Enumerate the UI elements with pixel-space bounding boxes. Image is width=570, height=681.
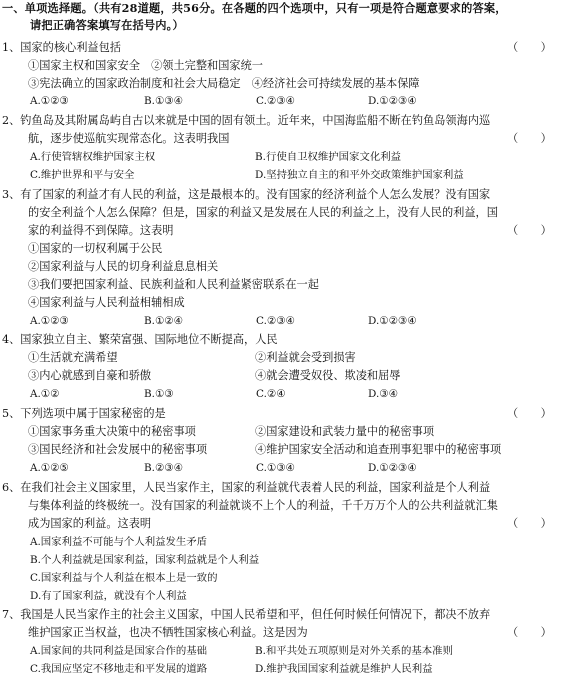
question-2-option-a: A.行使管辖权维护国家主权: [30, 151, 156, 163]
answer-blank-5[interactable]: （ ）: [507, 407, 552, 420]
question-2-option-b: B.行使自卫权维护国家文化利益: [255, 151, 402, 163]
answer-blank-3[interactable]: （ ）: [507, 224, 552, 237]
question-3-stem-line2: 的安全利益个人怎么保障？但是，国家的利益又是发展在人民的利益之上，没有人民的利益，国: [28, 206, 498, 219]
question-5-option-b: B.②③④: [144, 462, 183, 474]
question-5-statement-3: ③国民经济和社会发展中的秘密事项: [28, 443, 208, 456]
question-6-stem-line3: 成为国家的利益。这表明: [28, 517, 152, 530]
question-7-option-b: B.和平共处五项原则是对外关系的基本准则: [255, 645, 453, 657]
question-3-stem-line1: 3、有了国家的利益才有人民的利益，这是最根本的。没有国家的经济利益个人怎么发展？没有国家: [2, 188, 491, 201]
question-4-option-b: B.①③: [144, 388, 174, 400]
answer-blank-7[interactable]: （ ）: [507, 626, 552, 639]
question-4-statement-3: ③内心就感到自豪和骄傲: [28, 369, 152, 382]
question-6-stem-line1: 6、在我们社会主义国家里，人民当家作主，国家的利益就代表着人民的利益，国家利益是个人利益: [2, 481, 491, 494]
question-6-option-c: C.国家利益与个人利益在根本上是一致的: [30, 572, 218, 584]
question-6-option-b: B.个人利益就是国家利益，国家利益就是个人利益: [30, 554, 260, 566]
question-1-option-c: C.②③④: [256, 95, 295, 107]
question-3-option-c: C.②③④: [256, 315, 295, 327]
question-1-option-b: B.①③④: [144, 95, 183, 107]
answer-blank-6[interactable]: （ ）: [507, 517, 552, 530]
question-3-stem-line3: 家的利益得不到保障。这表明: [28, 224, 174, 237]
question-3-statement-4: ④国家利益与人民利益相辅相成: [28, 296, 185, 309]
question-1-stem: 1、国家的核心利益包括: [2, 41, 121, 54]
question-2-stem-line2: 航，逐步使巡航实现常态化。这表明我国: [28, 132, 230, 145]
question-4-option-d: D.③④: [368, 388, 398, 400]
question-3-statement-3: ③我们要把国家利益、民族利益和人民利益紧密联系在一起: [28, 278, 319, 291]
question-2-option-c: C.维护世界和平与安全: [30, 169, 135, 181]
question-1-statement-2: ③宪法确立的国家政治制度和社会大局稳定 ④经济社会可持续发展的基本保障: [28, 77, 420, 90]
question-3-statement-2: ②国家利益与人民的切身利益息息相关: [28, 260, 219, 273]
question-3-option-a: A.①②③: [30, 315, 69, 327]
question-4-option-c: C.②④: [256, 388, 286, 400]
question-7-option-a: A.国家间的共同利益是国家合作的基础: [30, 645, 208, 657]
question-2-option-d: D.坚持独立自主的和平外交政策维护国家利益: [255, 169, 464, 181]
question-4-option-a: A.①②: [30, 388, 60, 400]
question-6-option-a: A.国家利益不可能与个人利益发生矛盾: [30, 536, 208, 548]
answer-blank-1[interactable]: （ ）: [507, 41, 552, 54]
question-4-stem: 4、国家独立自主、繁荣富强、国际地位不断提高，人民: [2, 333, 278, 346]
question-5-statement-2: ②国家建设和武装力量中的秘密事项: [255, 425, 435, 438]
question-1-option-d: D.①②③④: [368, 95, 417, 107]
section-header-line2: 请把正确答案填写在括号内。）: [30, 18, 184, 32]
question-7-stem-line1: 7、我国是人民当家作主的社会主义国家，中国人民希望和平，但任何时候任何情况下，都决不放弃: [2, 608, 491, 621]
question-3-option-b: B.①②④: [144, 315, 183, 327]
question-5-statement-4: ④维护国家安全活动和追查刑事犯罪中的秘密事项: [255, 443, 502, 456]
question-5-statement-1: ①国家事务重大决策中的秘密事项: [28, 425, 196, 438]
section-header-line1: 一、单项选择题。（共有28道题，共56分。在各题的四个选项中，只有一项是符合题意要求的答案，: [2, 1, 507, 15]
question-1-option-a: A.①②③: [30, 95, 69, 107]
question-5-option-a: A.①②⑤: [30, 462, 69, 474]
question-5-stem: 5、下列选项中属于国家秘密的是: [2, 407, 166, 420]
question-4-statement-2: ②利益就会受到损害: [255, 351, 356, 364]
question-7-option-c: C.我国应坚定不移地走和平发展的道路: [30, 663, 208, 675]
question-2-stem-line1: 2、钓鱼岛及其附属岛屿自古以来就是中国的固有领土。近年来，中国海监船不断在钓鱼岛领海内巡: [2, 114, 491, 127]
question-7-stem-line2: 维护国家正当权益，也决不牺牲国家核心利益。这是因为: [28, 626, 308, 639]
question-5-option-c: C.①③④: [256, 462, 295, 474]
question-5-option-d: D.①②③④: [368, 462, 417, 474]
question-7-option-d: D.维护我国国家利益就是维护人民利益: [255, 663, 433, 675]
question-6-stem-line2: 与集体利益的终极统一。没有国家的利益就谈不上个人的利益，千千万万个人的公共利益就汇集: [28, 499, 498, 512]
answer-blank-2[interactable]: （ ）: [507, 132, 552, 145]
question-3-option-d: D.①②③④: [368, 315, 417, 327]
question-4-statement-4: ④就会遭受奴役、欺凌和屈辱: [255, 369, 401, 382]
question-3-statement-1: ①国家的一切权利属于公民: [28, 242, 163, 255]
question-1-statement-1: ①国家主权和国家安全 ②领土完整和国家统一: [28, 59, 263, 72]
question-4-statement-1: ①生活就充满希望: [28, 351, 118, 364]
question-6-option-d: D.有了国家利益，就没有个人利益: [30, 590, 187, 602]
